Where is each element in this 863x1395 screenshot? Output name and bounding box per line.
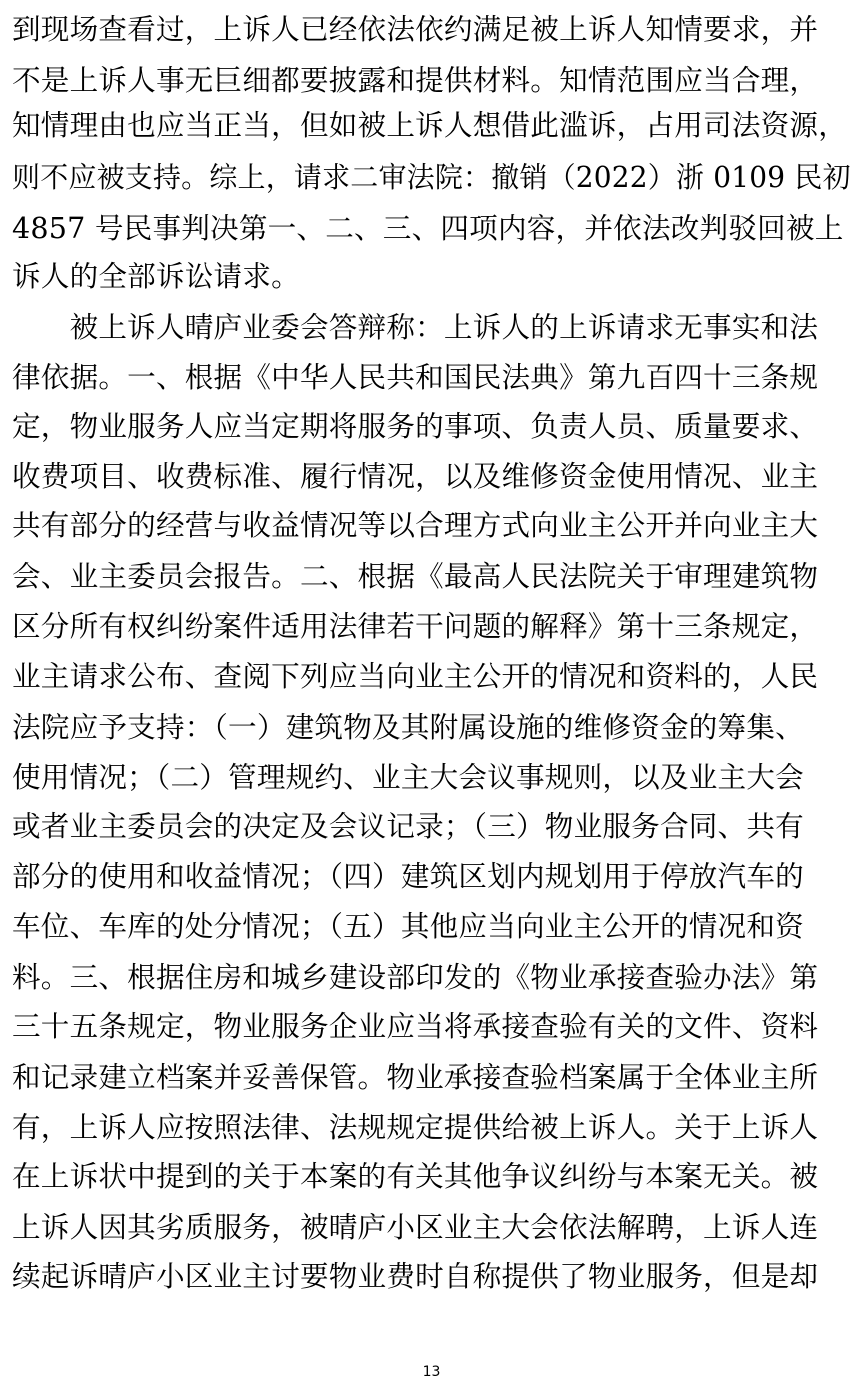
- text-line: 知情理由也应当正当，但如被上诉人想借此滥诉，占用司法资源，: [12, 108, 848, 142]
- text-line: 则不应被支持。综上，请求二审法院：撤销（2022）浙 0109 民初: [12, 160, 851, 194]
- text-line: 在上诉状中提到的关于本案的有关其他争议纠纷与本案无关。被: [12, 1159, 819, 1193]
- text-line: 部分的使用和收益情况；（四）建筑区划内规划用于停放汽车的: [12, 859, 804, 893]
- text-line: 共有部分的经营与收益情况等以合理方式向业主公开并向业主大: [12, 508, 819, 542]
- text-line: 续起诉晴庐小区业主讨要物业费时自称提供了物业服务，但是却: [12, 1259, 819, 1293]
- text-line: 区分所有权纠纷案件适用法律若干问题的解释》第十三条规定，: [12, 609, 819, 643]
- text-line: 收费项目、收费标准、履行情况，以及维修资金使用情况、业主: [12, 459, 819, 493]
- text-line: 不是上诉人事无巨细都要披露和提供材料。知情范围应当合理，: [12, 63, 819, 97]
- text-line: 到现场查看过，上诉人已经依法依约满足被上诉人知情要求，并: [12, 12, 819, 46]
- text-line: 使用情况；（二）管理规约、业主大会议事规则，以及业主大会: [12, 760, 804, 794]
- text-line: 4857 号民事判决第一、二、三、四项内容，并依法改判驳回被上: [12, 211, 844, 245]
- text-line: 业主请求公布、查阅下列应当向业主公开的情况和资料的，人民: [12, 659, 819, 693]
- text-line: 和记录建立档案并妥善保管。物业承接查验档案属于全体业主所: [12, 1060, 819, 1094]
- page-number: 13: [422, 1364, 441, 1380]
- text-line: 上诉人因其劣质服务，被晴庐小区业主大会依法解聘，上诉人连: [12, 1210, 819, 1244]
- text-line: 律依据。一、根据《中华人民共和国民法典》第九百四十三条规: [12, 360, 819, 394]
- text-line: 三十五条规定，物业服务企业应当将承接查验有关的文件、资料: [12, 1009, 819, 1043]
- text-line: 有，上诉人应按照法律、法规规定提供给被上诉人。关于上诉人: [12, 1110, 819, 1144]
- text-line: 或者业主委员会的决定及会议记录；（三）物业服务合同、共有: [12, 809, 804, 843]
- text-line: 法院应予支持：（一）建筑物及其附属设施的维修资金的筹集、: [12, 710, 804, 744]
- text-line: 定，物业服务人应当定期将服务的事项、负责人员、质量要求、: [12, 409, 819, 443]
- text-line: 诉人的全部诉讼请求。: [12, 259, 300, 293]
- text-line: 被上诉人晴庐业委会答辩称：上诉人的上诉请求无事实和法: [12, 310, 819, 344]
- text-line: 料。三、根据住房和城乡建设部印发的《物业承接查验办法》第: [12, 960, 819, 994]
- text-line: 车位、车库的处分情况；（五）其他应当向业主公开的情况和资: [12, 909, 804, 943]
- text-line: 会、业主委员会报告。二、根据《最高人民法院关于审理建筑物: [12, 559, 819, 593]
